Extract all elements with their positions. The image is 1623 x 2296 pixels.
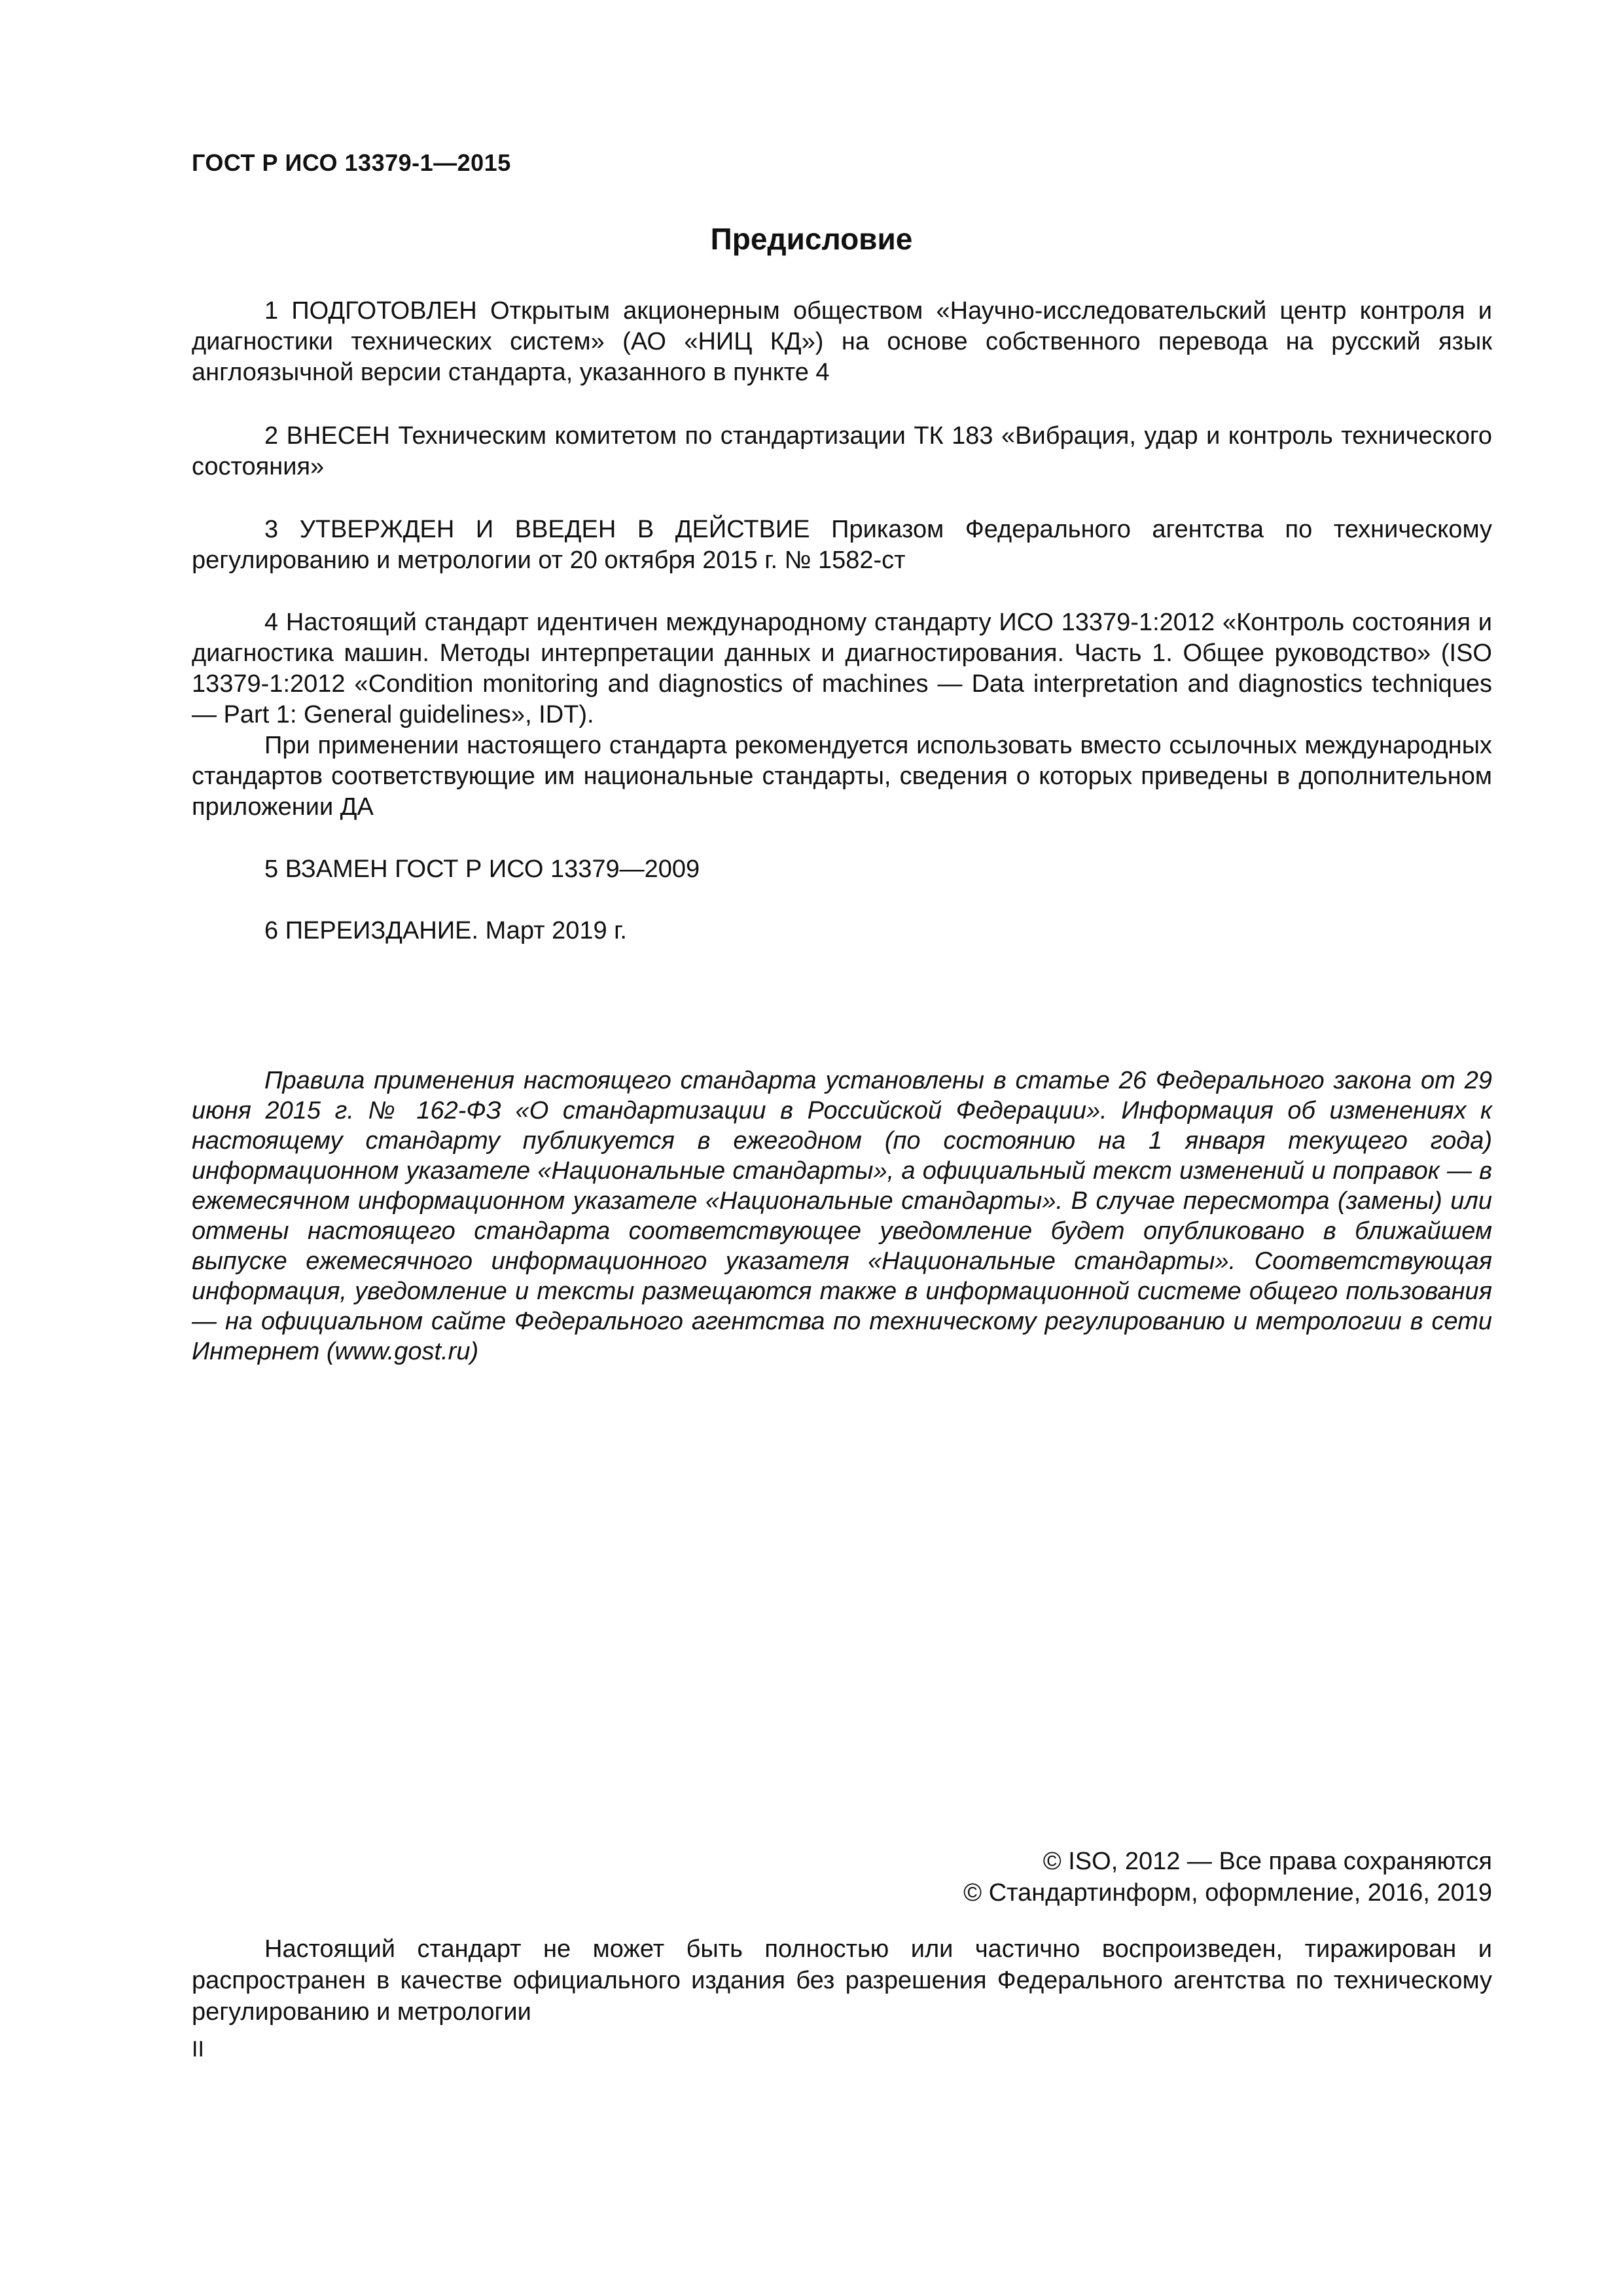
preface-item-5 [192, 854, 1492, 885]
preface-item-3 [192, 514, 1492, 576]
application-rules-notice: Правила применения настоящего стандарта установлены в статье 26 Федерального закона от 29 июня 2015 г. № 162-ФЗ «О стандартизации в Российской Федерации». Информация об изменениях к настоящему стандарту публикуется в ежегодном (по состоянию на 1 января текущего года) информационном указателе «Национальные стандарты», а официальный текст изменений и поправок — в ежемесячном информационном указателе «Национальные стандарты». В случае пересмотра (замены) или отмены настоящего стандарта соответствующее уведомление будет опубликовано в ближайшем выпуске ежемесячного информационного указателя «Национальные стандарты». Соответствующая информация, уведомление и тексты размещаются также в информационной системе общего пользования — на официальном сайте Федерального агентства по техническому регулированию и метрологии в сети Интернет (www.gost.ru) [192, 1067, 1492, 1365]
page-number: II [192, 2037, 204, 2062]
preface-item-1 [192, 296, 1492, 388]
copyright-block [963, 1846, 1492, 1909]
page-title: Предисловие [710, 222, 913, 256]
copyright-iso: © ISO, 2012 — Все права сохраняются [1043, 1848, 1492, 1875]
reproduction-notice: Настоящий стандарт не может быть полностью или частично воспроизведен, тиражирован и распространен в качестве официального издания без разрешения Федерального агентства по техническому регулированию и метрологии [192, 1935, 1492, 2026]
preface-item-text: 2 ВНЕСЕН Техническим комитетом по стандартизации ТК 183 «Вибрация, удар и контроль технического состояния» [192, 422, 1492, 480]
document-header: ГОСТ Р ИСО 13379-1—2015 [192, 149, 511, 176]
copyright-standartinform: © Стандартинформ, оформление, 2016, 2019 [963, 1879, 1492, 1907]
preface-item-text: 4 Настоящий стандарт идентичен международному стандарту ИСО 13379-1:2012 «Контроль состояния и диагностика машин. Методы интерпретации данных и диагностирования. Часть 1. Общее руководство» (ISO 13379-1:2012 «Condition monitoring and diagnostics of machines — Data interpretation and diagnostics techniques — Part 1: General guidelines», IDT). [192, 609, 1492, 728]
preface-item-2 [192, 421, 1492, 482]
preface-item-text: 6 ПЕРЕИЗДАНИЕ. Март 2019 г. [264, 917, 627, 944]
preface-item-text: 1 ПОДГОТОВЛЕН Открытым акционерным обществом «Научно-исследовательский центр контроля и диагностики технических систем» (АО «НИЦ КД») на основе собственного перевода на русский язык англоязычной версии стандарта, указанного в пункте 4 [192, 297, 1492, 386]
preface-item-4 [192, 607, 1492, 823]
preface-item-text: 5 ВЗАМЕН ГОСТ Р ИСО 13379—2009 [264, 855, 700, 883]
preface-item-text: 3 УТВЕРЖДЕН И ВВЕДЕН В ДЕЙСТВИЕ Приказом Федерального агентства по техническому регулированию и метрологии от 20 октября 2015 г. № 1582-ст [192, 516, 1492, 574]
preface-item-continuation: При применении настоящего стандарта рекомендуется использовать вместо ссылочных международных стандартов соответствующие им национальные стандарты, сведения о которых приведены в дополнительном приложении ДА [192, 732, 1492, 821]
preface-item-6 [192, 916, 1492, 946]
